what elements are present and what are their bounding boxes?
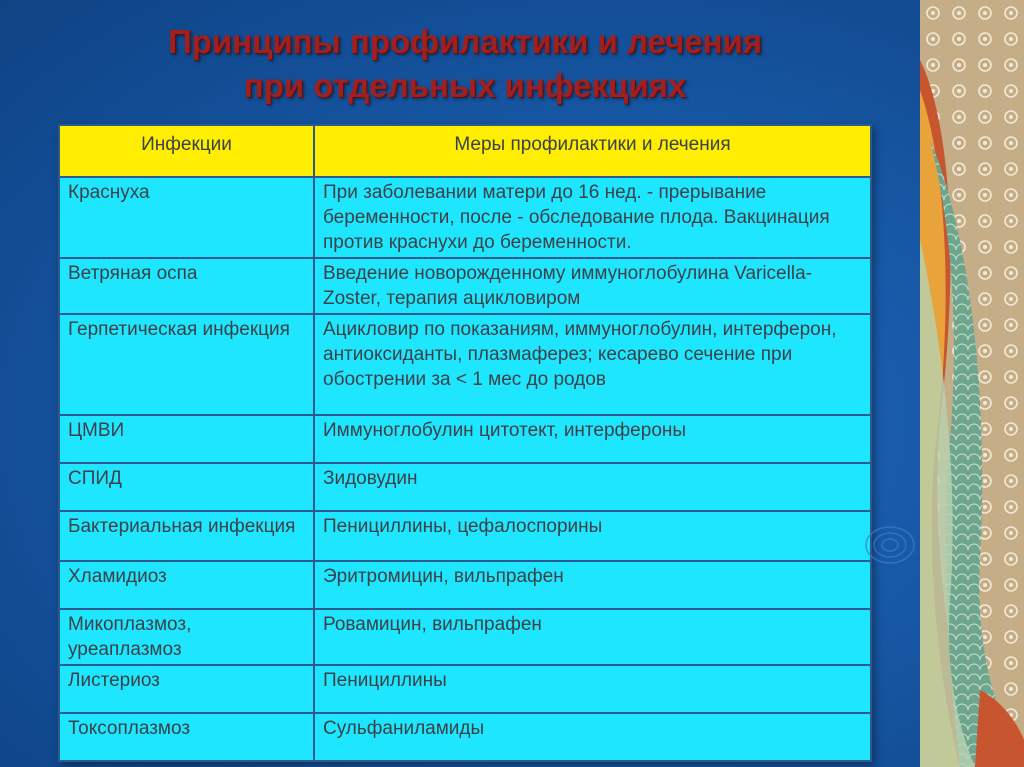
infection-cell: Хламидиоз <box>59 561 314 609</box>
measures-cell: Сульфаниламиды <box>314 713 871 761</box>
measures-cell: Иммуноглобулин цитотект, интерфероны <box>314 415 871 463</box>
infection-cell: ЦМВИ <box>59 415 314 463</box>
water-ripple-decoration <box>860 515 920 575</box>
header-infections: Инфекции <box>59 125 314 177</box>
slide-title <box>60 20 870 108</box>
table-row <box>59 258 871 314</box>
table-row <box>59 463 871 511</box>
title-line-2: при отдельных инфекциях <box>243 67 687 104</box>
infection-cell: Токсоплазмоз <box>59 713 314 761</box>
measures-cell: Пенициллины, цефалоспорины <box>314 511 871 561</box>
infection-table <box>58 124 872 762</box>
infection-cell: СПИД <box>59 463 314 511</box>
measures-cell: Эритромицин, вильпрафен <box>314 561 871 609</box>
infection-cell: Краснуха <box>59 177 314 258</box>
measures-cell: Ровамицин, вильпрафен <box>314 609 871 665</box>
table-row <box>59 511 871 561</box>
curtain-pattern-decoration <box>920 0 1024 767</box>
header-measures: Меры профилактики и лечения <box>314 125 871 177</box>
infection-cell: Бактериальная инфекция <box>59 511 314 561</box>
table-row <box>59 177 871 258</box>
infection-cell: Герпетическая инфекция <box>59 314 314 415</box>
infection-cell: Микоплазмоз, уреаплазмоз <box>59 609 314 665</box>
measures-cell: Зидовудин <box>314 463 871 511</box>
table-row <box>59 609 871 665</box>
table-header-row <box>59 125 871 177</box>
measures-cell: Ацикловир по показаниям, иммуноглобулин, интерферон, антиоксиданты, плазмаферез; кесарево сечение при обострении за < 1 мес до родов <box>314 314 871 415</box>
decorative-side-panel <box>920 0 1024 767</box>
measures-cell: Введение новорожденному иммуноглобулина Varicella-Zoster, терапия ацикловиром <box>314 258 871 314</box>
infection-cell: Ветряная оспа <box>59 258 314 314</box>
table-row <box>59 665 871 713</box>
table-row <box>59 415 871 463</box>
table-row <box>59 314 871 415</box>
title-line-1: Принципы профилактики и лечения <box>167 23 763 60</box>
table-row <box>59 713 871 761</box>
measures-cell: Пенициллины <box>314 665 871 713</box>
measures-cell: При заболевании матери до 16 нед. - прерывание беременности, после - обследование плода. Вакцинация против краснухи до беременности. <box>314 177 871 258</box>
infection-cell: Листериоз <box>59 665 314 713</box>
table-row <box>59 561 871 609</box>
